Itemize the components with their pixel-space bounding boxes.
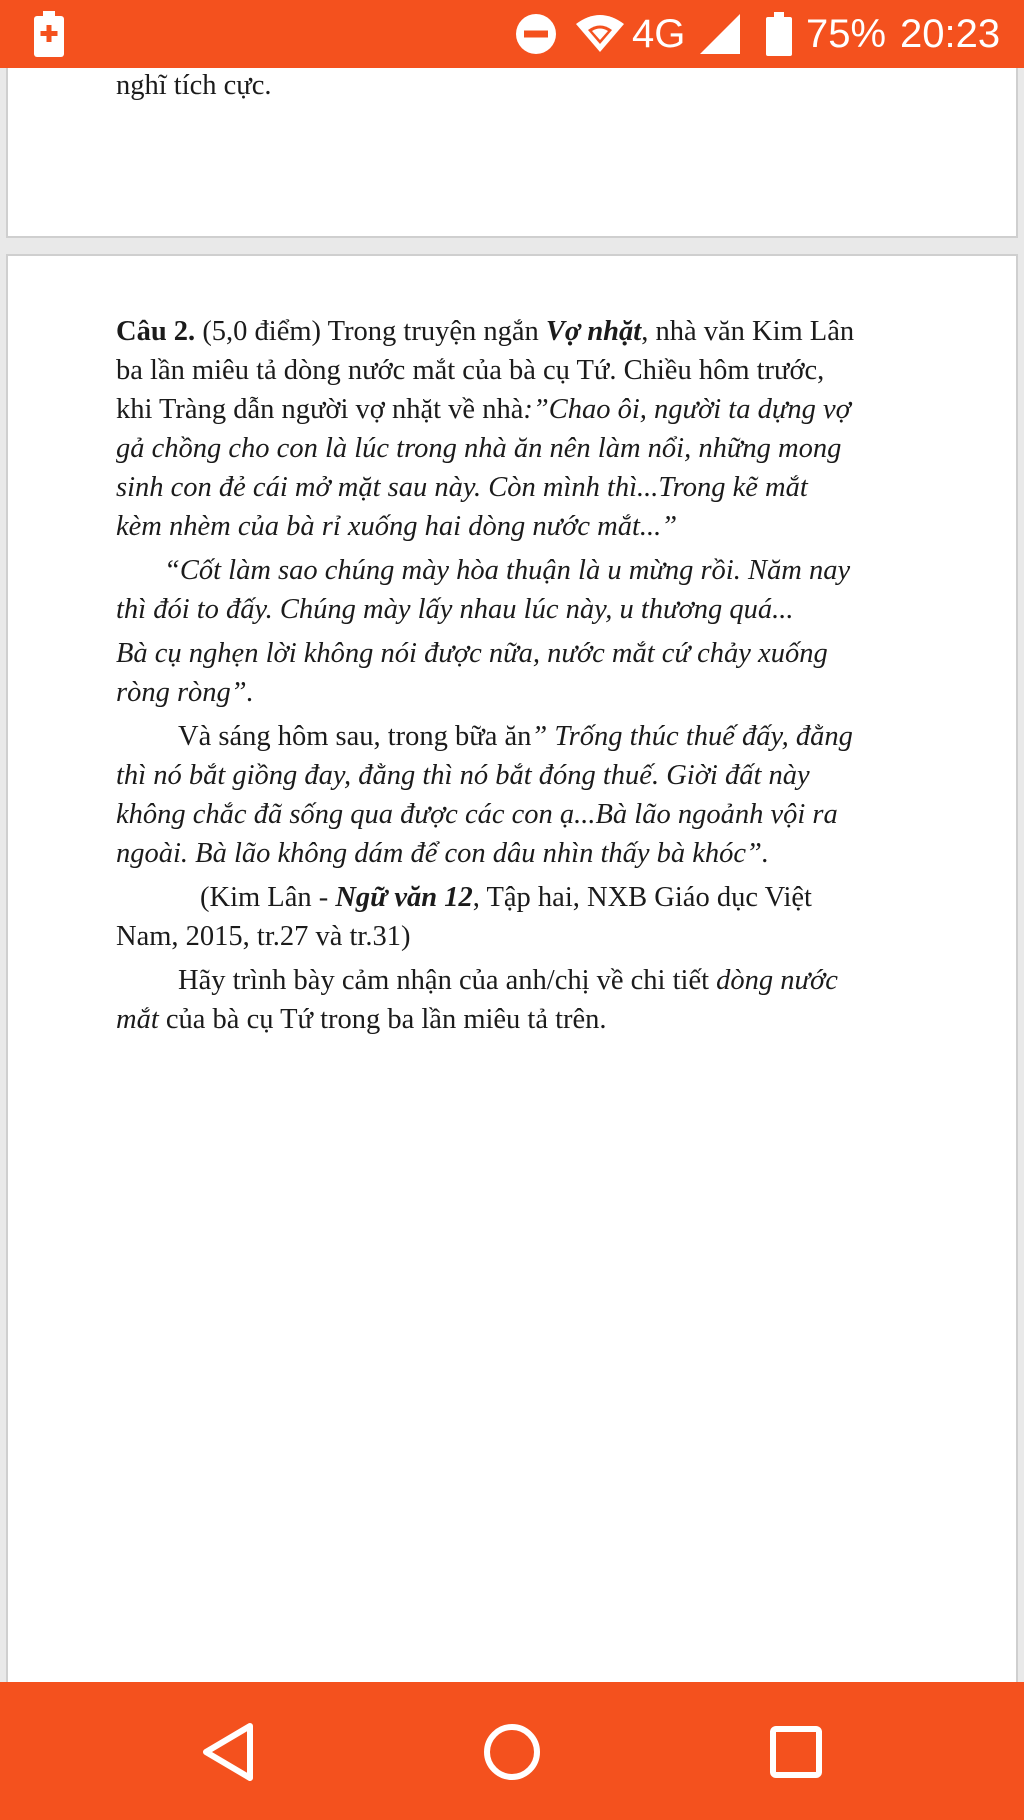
quote2-line-4: ròng ròng”. xyxy=(116,677,254,708)
question-label: Câu 2. xyxy=(116,316,196,347)
question-line-3: khi Tràng dẫn người vợ nhặt về nhà:”Chao ôi, người ta dựng vợ xyxy=(116,394,851,425)
question-block xyxy=(116,312,936,1039)
battery-percent: 75% xyxy=(806,12,887,56)
work-title: Vợ nhặt xyxy=(545,316,642,347)
recents-icon xyxy=(768,1724,824,1780)
task-line-1: Hãy trình bày cảm nhận của anh/chị về chi tiết dòng nước xyxy=(178,965,838,996)
document-page-previous xyxy=(6,68,1018,238)
battery-icon xyxy=(766,0,792,68)
quote2-line-1: “Cốt làm sao chúng mày hòa thuận là u mừng rồi. Năm nay xyxy=(164,555,851,586)
source-line-1: (Kim Lân - Ngữ văn 12, Tập hai, NXB Giáo dục Việt xyxy=(200,882,812,913)
status-bar xyxy=(0,0,1024,68)
quote2-line-2: thì đói to đấy. Chúng mày lấy nhau lúc này, u thương quá... xyxy=(116,594,794,625)
quote2-line-3: Bà cụ nghẹn lời không nói được nữa, nước mắt cứ chảy xuống xyxy=(116,638,828,669)
battery-saver-icon xyxy=(34,0,64,68)
do-not-disturb-icon xyxy=(515,0,557,68)
page-text-line: nghĩ tích cực. xyxy=(116,70,272,101)
question-line-5: sinh con đẻ cái mở mặt sau này. Còn mình thì...Trong kẽ mắt xyxy=(116,472,808,503)
quote3-line-2: thì nó bắt giồng đay, đằng thì nó bắt đóng thuế. Giời đất này xyxy=(116,760,810,791)
clock: 20:23 xyxy=(900,12,1001,56)
quote3-line-1: Và sáng hôm sau, trong bữa ăn” Trống thúc thuế đấy, đằng xyxy=(178,721,853,752)
question-line-1: Câu 2. (5,0 điểm) Trong truyện ngắn Vợ nhặt, nhà văn Kim Lân xyxy=(116,316,855,347)
wifi-icon xyxy=(575,0,625,68)
home-icon xyxy=(482,1722,542,1782)
source-book: Ngữ văn 12 xyxy=(335,882,473,913)
network-type: 4G xyxy=(632,12,686,56)
question-line-4: gả chồng cho con là lúc trong nhà ăn nên làm nổi, những mong xyxy=(116,433,842,464)
recents-button[interactable] xyxy=(746,1702,846,1802)
back-button[interactable] xyxy=(178,1702,278,1802)
navigation-bar xyxy=(0,1682,1024,1820)
quote3-line-4: ngoài. Bà lão không dám để con dâu nhìn thấy bà khóc”. xyxy=(116,838,770,869)
signal-icon xyxy=(700,0,740,68)
back-icon xyxy=(200,1722,256,1782)
document-page xyxy=(6,254,1018,1682)
document-viewer[interactable] xyxy=(0,68,1024,1682)
question-line-2: ba lần miêu tả dòng nước mắt của bà cụ Tứ. Chiều hôm trước, xyxy=(116,355,825,386)
task-line-2: mắt của bà cụ Tứ trong ba lần miêu tả trên. xyxy=(116,1004,607,1035)
home-button[interactable] xyxy=(462,1702,562,1802)
quote3-line-3: không chắc đã sống qua được các con ạ...Bà lão ngoảnh vội ra xyxy=(116,799,838,830)
source-line-2: Nam, 2015, tr.27 và tr.31) xyxy=(116,921,411,952)
question-line-6: kèm nhèm của bà rỉ xuống hai dòng nước mắt...” xyxy=(116,511,678,542)
